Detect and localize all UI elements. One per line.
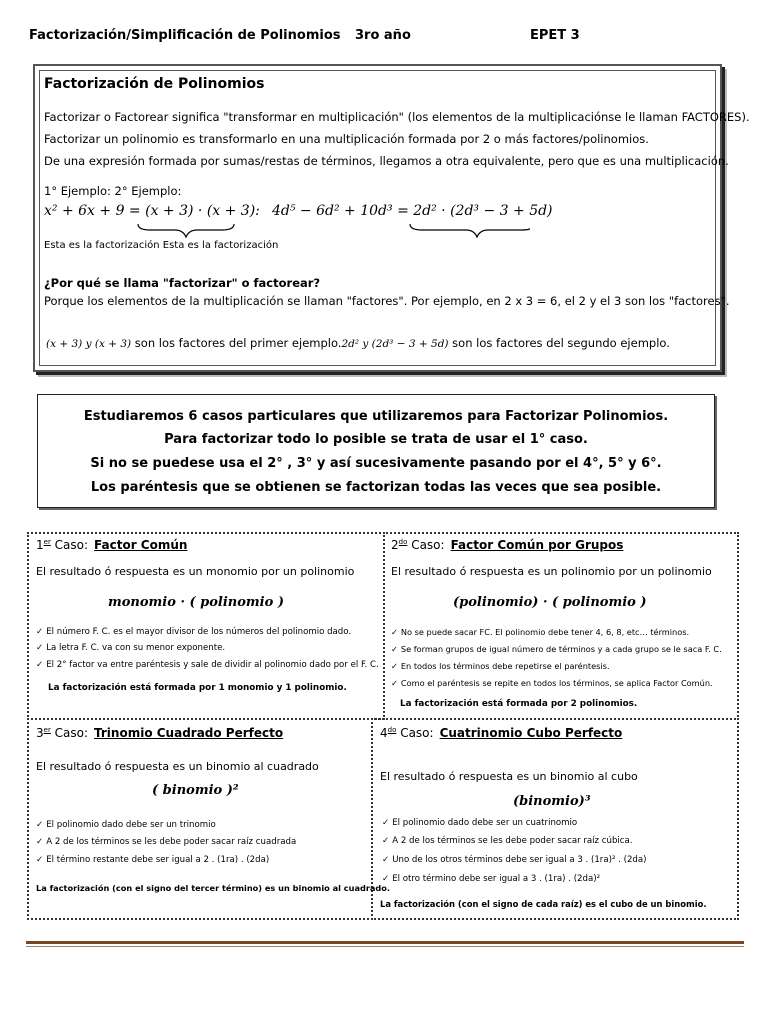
case-3-formula: ( binomio )² (152, 783, 239, 798)
case-1-caso-label: Caso: (50, 538, 89, 552)
case-4-ordinal: do (387, 726, 397, 734)
case-4-desc: El resultado ó respuesta es un binomio al cubo (380, 770, 638, 783)
case-4-bullet-2: ✓ A 2 de los términos se les debe poder sacar raíz cúbica. (382, 836, 633, 846)
factors-2-math: 2d² y (2d³ − 3 + 5d) (341, 338, 449, 350)
case-1-conclusion: La factorización está formada por 1 monomio y 1 polinomio. (48, 683, 347, 693)
case-3-caso-label: Caso: (50, 726, 89, 740)
case-2-heading (391, 538, 623, 552)
summary-box (37, 394, 715, 508)
case-2-caso-label: Caso: (407, 538, 445, 552)
case-2-bullet-3: ✓ En todos los términos debe repetirse el paréntesis. (391, 661, 610, 671)
case-1-bullet-3: ✓ El 2° factor va entre paréntesis y sale de dividir al polinomio dado por el F. C. (36, 660, 379, 670)
case-1-ordinal: er (43, 538, 51, 546)
case-3-bullet-3: ✓ El término restante debe ser igual a 2 . (1ra) . (2da) (36, 855, 269, 865)
intro-p2: Factorizar un polinomio es transformarlo en una multiplicación formada por 2 o más factores/polinomios. (44, 132, 649, 146)
case-1-desc: El resultado ó respuesta es un monomio por un polinomio (36, 565, 355, 578)
case-1-bullet-2: ✓ La letra F. C. va con su menor exponente. (36, 643, 225, 653)
example-1: x² + 6x + 9 = (x + 3) · (x + 3): (44, 203, 260, 219)
factors-1-math: (x + 3) y (x + 3) (46, 338, 132, 350)
case-1-bullet-1: ✓ El número F. C. es el mayor divisor de los números del polinomio dado. (36, 627, 351, 637)
intro-p3: De una expresión formada por sumas/restas de términos, llegamos a otra equivalente, pero que es una multiplicación. (44, 154, 729, 168)
summary-line-1: Estudiaremos 6 casos particulares que utilizaremos para Factorizar Polinomios. (83, 409, 669, 424)
factors-line (46, 332, 670, 351)
examples-caption: Esta es la factorización Esta es la factorización (44, 240, 279, 251)
case-2-box (383, 532, 739, 720)
case-2-bullet-2: ✓ Se forman grupos de igual número de términos y a cada grupo se le saca F. C. (391, 644, 722, 654)
case-2-formula: (polinomio) · ( polinomio ) (453, 595, 647, 610)
intro-p1: Factorizar o Factorear significa "transformar en multiplicación" (los elementos de la multiplicaciónse le llaman FACTORES). (44, 110, 750, 124)
factors-2-text: son los factores del segundo ejemplo. (448, 336, 670, 350)
summary-line-2: Para factorizar todo lo posible se trata de usar el 1° caso. (164, 432, 588, 447)
examples-label: 1° Ejemplo: 2° Ejemplo: (44, 184, 182, 198)
case-1-title: Factor Común (94, 538, 188, 552)
case-3-ordinal: er (43, 726, 51, 734)
example-2: 4d⁵ − 6d² + 10d³ = 2d² · (2d³ − 3 + 5d) (272, 203, 553, 219)
case-4-bullet-1: ✓ El polinomio dado debe ser un cuatrinomio (382, 818, 577, 828)
case-4-bullet-4: ✓ El otro término debe ser igual a 3 . (1ra) . (2da)² (382, 874, 600, 884)
case-3-bullet-2: ✓ A 2 de los términos se les debe poder sacar raíz cuadrada (36, 837, 296, 847)
case-4-heading (380, 726, 622, 740)
case-2-bullet-1: ✓ No se puede sacar FC. El polinomio debe tener 4, 6, 8, etc… términos. (391, 627, 689, 637)
case-1-number: 1 (36, 538, 44, 552)
case-4-bullet-3: ✓ Uno de los otros términos debe ser igual a 3 . (1ra)² . (2da) (382, 855, 647, 865)
case-1-heading (36, 538, 187, 552)
case-3-heading (36, 726, 283, 740)
summary-line-3: Si no se puedese usa el 2° , 3° y así sucesivamente pasando por el 4°, 5° y 6°. (90, 456, 662, 471)
case-2-title: Factor Común por Grupos (450, 538, 624, 552)
case-2-conclusion: La factorización está formada por 2 polinomios. (400, 699, 638, 709)
brace-underlines (130, 222, 530, 240)
doc-school: EPET 3 (530, 28, 580, 43)
case-4-number: 4 (380, 726, 388, 740)
footer-rule-thin (26, 946, 744, 947)
question-heading: ¿Por qué se llama "factorizar" o factorear? (44, 276, 321, 290)
summary-line-4: Los paréntesis que se obtienen se factorizan todas las veces que sea posible. (90, 480, 662, 495)
case-3-bullet-1: ✓ El polinomio dado debe ser un trinomio (36, 820, 216, 830)
doc-grade: 3ro año (355, 28, 411, 43)
intro-title: Factorización de Polinomios (44, 76, 265, 92)
case-2-ordinal: do (398, 538, 408, 546)
case-2-bullet-4: ✓ Como el paréntesis se repite en todos los términos, se aplica Factor Común. (391, 678, 713, 688)
case-1-formula: monomio · ( polinomio ) (108, 595, 284, 610)
case-3-desc: El resultado ó respuesta es un binomio al cuadrado (36, 760, 319, 773)
case-3-conclusion: La factorización (con el signo del tercer término) es un binomio al cuadrado. (36, 883, 391, 893)
factors-1-text: son los factores del primer ejemplo. (131, 336, 342, 350)
doc-title: Factorización/Simplificación de Polinomios (29, 28, 341, 43)
case-4-caso-label: Caso: (396, 726, 434, 740)
case-4-conclusion: La factorización (con el signo de cada raíz) es el cubo de un binomio. (380, 899, 707, 909)
question-answer: Porque los elementos de la multiplicación se llaman "factores". Por ejemplo, en 2 x 3 = 6, el 2 y el 3 son los "factores". (44, 294, 730, 308)
case-2-number: 2 (391, 538, 399, 552)
case-3-number: 3 (36, 726, 44, 740)
case-3-title: Trinomio Cuadrado Perfecto (94, 726, 284, 740)
footer-rule (26, 941, 744, 944)
case-4-formula: (binomio)³ (513, 794, 591, 809)
case-4-title: Cuatrinomio Cubo Perfecto (439, 726, 623, 740)
case-2-desc: El resultado ó respuesta es un polinomio por un polinomio (391, 565, 712, 578)
